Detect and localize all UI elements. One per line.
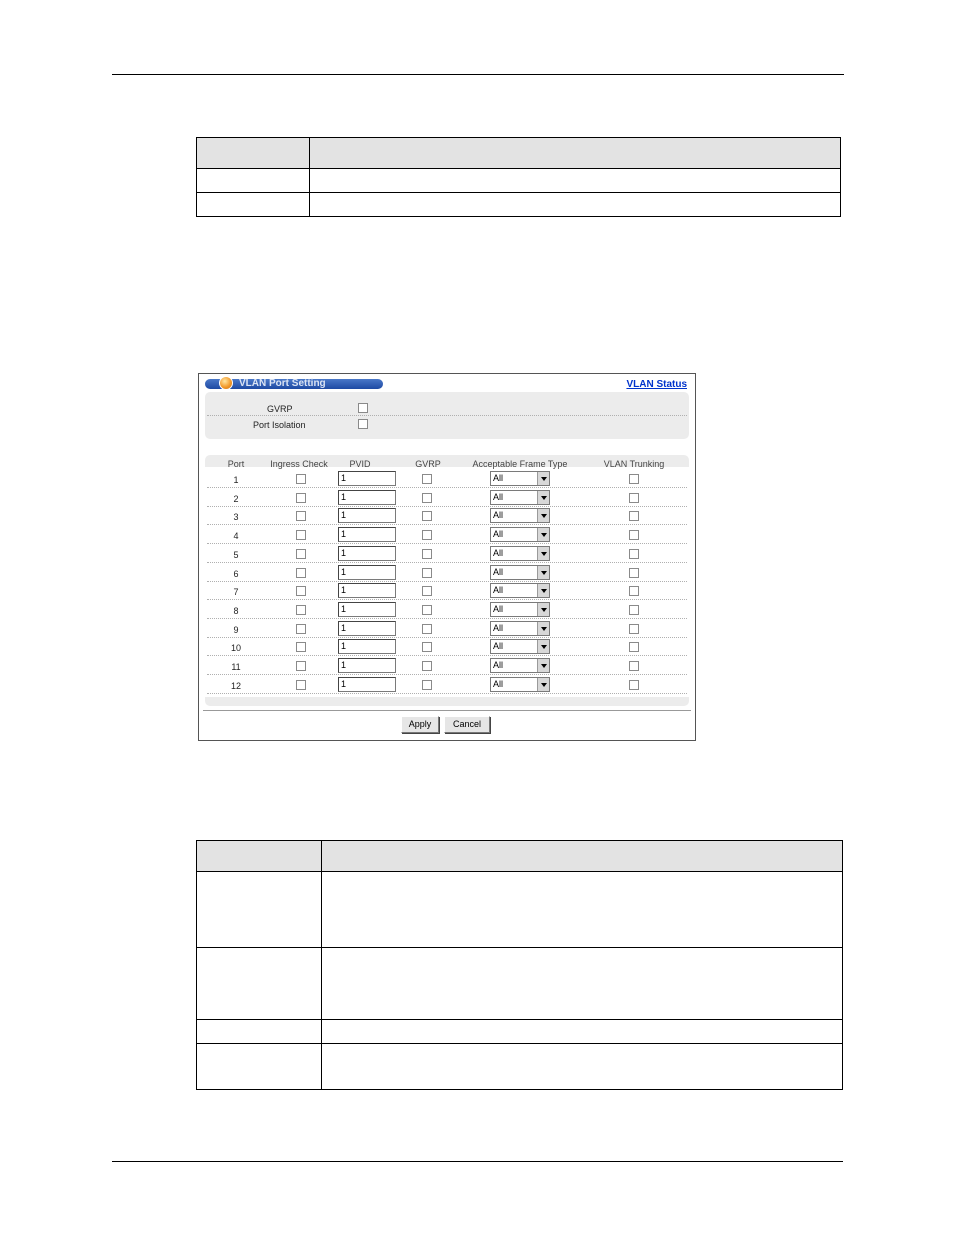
frame-type-value: All bbox=[493, 660, 504, 670]
pvid-input[interactable]: 1 bbox=[338, 658, 396, 673]
cancel-button[interactable]: Cancel bbox=[444, 716, 490, 733]
chevron-down-icon[interactable] bbox=[537, 603, 549, 616]
pvid-input[interactable]: 1 bbox=[338, 639, 396, 654]
pvid-input[interactable]: 1 bbox=[338, 602, 396, 617]
vlan-trunking-checkbox[interactable] bbox=[629, 530, 639, 540]
port-number: 5 bbox=[233, 550, 239, 560]
chevron-down-icon[interactable] bbox=[537, 509, 549, 522]
ingress-check-checkbox[interactable] bbox=[296, 511, 306, 521]
gvrp-global-checkbox[interactable] bbox=[358, 403, 368, 413]
frame-type-select[interactable] bbox=[490, 546, 550, 561]
ingress-check-checkbox[interactable] bbox=[296, 493, 306, 503]
ingress-check-checkbox[interactable] bbox=[296, 530, 306, 540]
gvrp-port-checkbox[interactable] bbox=[422, 474, 432, 484]
chevron-down-icon[interactable] bbox=[537, 547, 549, 560]
vlan-trunking-checkbox[interactable] bbox=[629, 605, 639, 615]
col-vlan-trunking: VLAN Trunking bbox=[603, 459, 665, 469]
ingress-check-checkbox[interactable] bbox=[296, 605, 306, 615]
port-number: 2 bbox=[233, 494, 239, 504]
pvid-input[interactable]: 1 bbox=[338, 583, 396, 598]
port-number: 8 bbox=[233, 606, 239, 616]
vlan-trunking-checkbox[interactable] bbox=[629, 661, 639, 671]
top-table bbox=[196, 137, 841, 217]
vlan-trunking-checkbox[interactable] bbox=[629, 511, 639, 521]
frame-type-select[interactable] bbox=[490, 639, 550, 654]
vlan-trunking-checkbox[interactable] bbox=[629, 549, 639, 559]
gvrp-port-checkbox[interactable] bbox=[422, 624, 432, 634]
table-row bbox=[197, 872, 843, 948]
vlan-trunking-checkbox[interactable] bbox=[629, 493, 639, 503]
ingress-check-checkbox[interactable] bbox=[296, 586, 306, 596]
pvid-input[interactable]: 1 bbox=[338, 490, 396, 505]
chevron-down-icon[interactable] bbox=[537, 622, 549, 635]
gvrp-port-checkbox[interactable] bbox=[422, 549, 432, 559]
chevron-down-icon[interactable] bbox=[537, 491, 549, 504]
port-number: 9 bbox=[233, 625, 239, 635]
frame-type-select[interactable] bbox=[490, 490, 550, 505]
port-number: 7 bbox=[233, 587, 239, 597]
table-row bbox=[197, 193, 841, 217]
gvrp-label: GVRP bbox=[267, 404, 293, 414]
top-table-header bbox=[197, 138, 841, 169]
frame-type-select[interactable] bbox=[490, 583, 550, 598]
panel-title: VLAN Port Setting bbox=[239, 378, 326, 389]
col-gvrp: GVRP bbox=[415, 459, 441, 469]
frame-type-select[interactable] bbox=[490, 677, 550, 692]
frame-type-select[interactable] bbox=[490, 621, 550, 636]
frame-type-value: All bbox=[493, 510, 504, 520]
frame-type-select[interactable] bbox=[490, 658, 550, 673]
frame-type-value: All bbox=[493, 604, 504, 614]
col-port: Port bbox=[227, 459, 245, 469]
footer-rule bbox=[112, 1161, 843, 1162]
frame-type-value: All bbox=[493, 529, 504, 539]
port-number: 4 bbox=[233, 531, 239, 541]
vlan-trunking-checkbox[interactable] bbox=[629, 642, 639, 652]
ingress-check-checkbox[interactable] bbox=[296, 549, 306, 559]
col-acceptable-frame-type: Acceptable Frame Type bbox=[472, 459, 568, 469]
chevron-down-icon[interactable] bbox=[537, 472, 549, 485]
port-number: 1 bbox=[233, 475, 239, 485]
ingress-check-checkbox[interactable] bbox=[296, 474, 306, 484]
vlan-trunking-checkbox[interactable] bbox=[629, 568, 639, 578]
table-row bbox=[197, 169, 841, 193]
ingress-check-checkbox[interactable] bbox=[296, 661, 306, 671]
chevron-down-icon[interactable] bbox=[537, 678, 549, 691]
bottom-table-header bbox=[197, 841, 843, 872]
frame-type-value: All bbox=[493, 473, 504, 483]
pvid-input[interactable]: 1 bbox=[338, 527, 396, 542]
port-number: 10 bbox=[230, 643, 241, 653]
table-row bbox=[197, 948, 843, 1020]
ingress-check-checkbox[interactable] bbox=[296, 624, 306, 634]
frame-type-select[interactable] bbox=[490, 471, 550, 486]
pvid-input[interactable]: 1 bbox=[338, 471, 396, 486]
vlan-status-link[interactable]: VLAN Status bbox=[626, 379, 687, 390]
gvrp-port-checkbox[interactable] bbox=[422, 493, 432, 503]
frame-type-select[interactable] bbox=[490, 527, 550, 542]
chevron-down-icon[interactable] bbox=[537, 584, 549, 597]
frame-type-select[interactable] bbox=[490, 508, 550, 523]
frame-type-value: All bbox=[493, 623, 504, 633]
gvrp-port-checkbox[interactable] bbox=[422, 642, 432, 652]
vlan-trunking-checkbox[interactable] bbox=[629, 474, 639, 484]
orb-icon bbox=[219, 376, 233, 390]
chevron-down-icon[interactable] bbox=[537, 566, 549, 579]
gvrp-port-checkbox[interactable] bbox=[422, 530, 432, 540]
frame-type-select[interactable] bbox=[490, 602, 550, 617]
ingress-check-checkbox[interactable] bbox=[296, 568, 306, 578]
port-number: 11 bbox=[231, 662, 241, 672]
gvrp-port-checkbox[interactable] bbox=[422, 511, 432, 521]
port-isolation-checkbox[interactable] bbox=[358, 419, 368, 429]
frame-type-select[interactable] bbox=[490, 565, 550, 580]
pvid-input[interactable]: 1 bbox=[338, 508, 396, 523]
ingress-check-checkbox[interactable] bbox=[296, 680, 306, 690]
ingress-check-checkbox[interactable] bbox=[296, 642, 306, 652]
pvid-input[interactable]: 1 bbox=[338, 565, 396, 580]
frame-type-value: All bbox=[493, 492, 504, 502]
gvrp-port-checkbox[interactable] bbox=[422, 568, 432, 578]
port-number: 12 bbox=[230, 681, 241, 691]
chevron-down-icon[interactable] bbox=[537, 528, 549, 541]
vlan-port-setting-panel bbox=[198, 373, 696, 741]
port-isolation-label: Port Isolation bbox=[253, 420, 306, 430]
panel-title-bar bbox=[205, 379, 383, 389]
frame-type-value: All bbox=[493, 567, 504, 577]
pvid-input[interactable]: 1 bbox=[338, 546, 396, 561]
frame-type-value: All bbox=[493, 679, 504, 689]
table-row bbox=[197, 1020, 843, 1044]
bottom-table bbox=[196, 840, 843, 1090]
chevron-down-icon[interactable] bbox=[537, 659, 549, 672]
vlan-trunking-checkbox[interactable] bbox=[629, 624, 639, 634]
col-ingress-check: Ingress Check bbox=[270, 459, 328, 469]
gvrp-port-checkbox[interactable] bbox=[422, 661, 432, 671]
frame-type-value: All bbox=[493, 548, 504, 558]
frame-type-value: All bbox=[493, 641, 504, 651]
gvrp-port-checkbox[interactable] bbox=[422, 680, 432, 690]
vlan-trunking-checkbox[interactable] bbox=[629, 586, 639, 596]
col-pvid: PVID bbox=[349, 459, 371, 469]
pvid-input[interactable]: 1 bbox=[338, 677, 396, 692]
table-row bbox=[197, 1044, 843, 1090]
frame-type-value: All bbox=[493, 585, 504, 595]
vlan-trunking-checkbox[interactable] bbox=[629, 680, 639, 690]
port-number: 6 bbox=[233, 569, 239, 579]
chevron-down-icon[interactable] bbox=[537, 640, 549, 653]
apply-button[interactable]: Apply bbox=[401, 716, 439, 733]
gvrp-port-checkbox[interactable] bbox=[422, 586, 432, 596]
port-number: 3 bbox=[233, 512, 239, 522]
header-rule bbox=[112, 74, 844, 75]
pvid-input[interactable]: 1 bbox=[338, 621, 396, 636]
gvrp-port-checkbox[interactable] bbox=[422, 605, 432, 615]
